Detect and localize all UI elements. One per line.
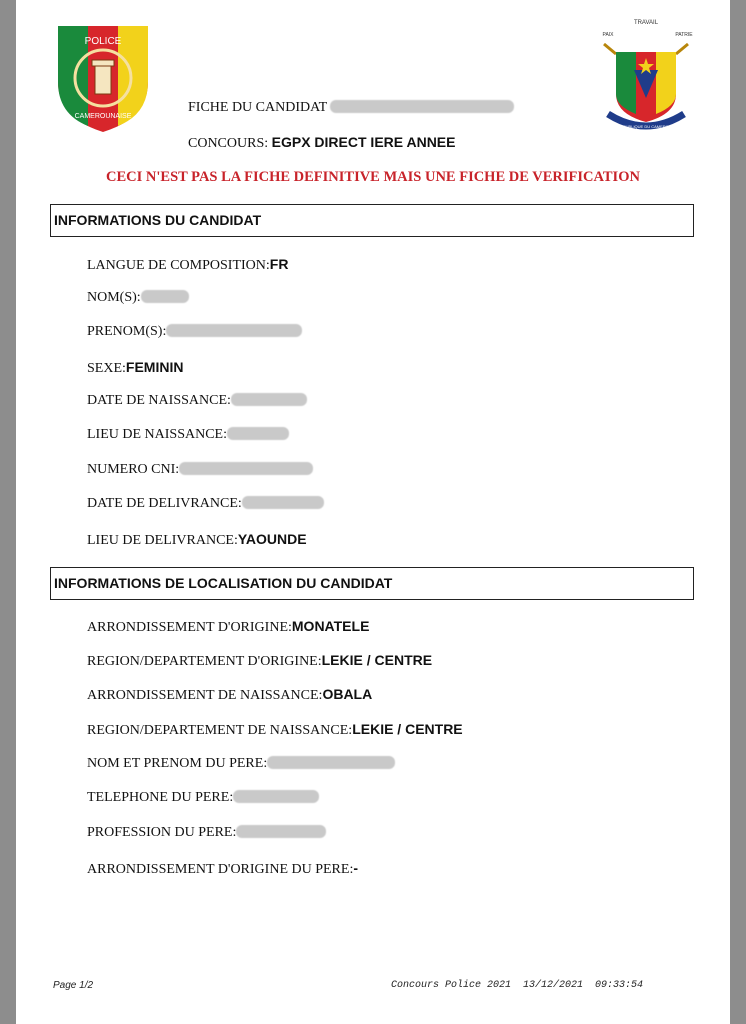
candidate-header-label: FICHE DU CANDIDAT (188, 100, 327, 115)
redacted-pere-tel (233, 790, 319, 803)
section-location-info: INFORMATIONS DE LOCALISATION DU CANDIDAT (50, 567, 694, 600)
redacted-pere-nom (267, 756, 395, 769)
langue-label: LANGUE DE COMPOSITION: (87, 258, 270, 273)
nom-label: NOM(S): (87, 290, 141, 305)
field-cni (87, 462, 313, 478)
field-pere-nom (87, 756, 395, 772)
arr-naissance-label: ARRONDISSEMENT DE NAISSANCE: (87, 688, 323, 703)
field-date-delivrance (87, 496, 324, 512)
sexe-value: FEMININ (125, 359, 184, 375)
lieu-naissance-label: LIEU DE NAISSANCE: (87, 427, 227, 442)
field-region-naissance (87, 721, 463, 739)
pere-arr-value: - (353, 860, 358, 876)
pere-profession-label: PROFESSION DU PERE: (87, 825, 237, 840)
redacted-pere-profession (236, 825, 326, 838)
field-pere-arr (87, 860, 358, 878)
redacted-lieu-naissance (227, 427, 289, 440)
concours-line (188, 134, 456, 152)
redacted-nom (141, 290, 189, 303)
field-prenom (87, 324, 302, 340)
document-page (16, 0, 730, 1024)
footer-concours-timestamp: Concours Police 2021 13/12/2021 09:33:54 (391, 980, 644, 991)
field-sexe (87, 359, 183, 377)
arr-origine-label: ARRONDISSEMENT D'ORIGINE: (87, 620, 292, 635)
redacted-prenom (166, 324, 302, 337)
field-pere-profession (87, 825, 326, 841)
region-origine-value: LEKIE / CENTRE (321, 652, 433, 668)
field-nom (87, 290, 189, 306)
lieu-delivrance-value: YAOUNDE (237, 531, 307, 547)
field-region-origine (87, 652, 432, 670)
pere-arr-label: ARRONDISSEMENT D'ORIGINE DU PERE: (87, 862, 354, 877)
field-arr-naissance (87, 686, 372, 704)
date-delivrance-label: DATE DE DELIVRANCE: (87, 496, 242, 511)
police-logo-text: POLICE (84, 36, 122, 47)
cni-label: NUMERO CNI: (87, 462, 180, 477)
field-date-naissance (87, 393, 307, 409)
field-pere-tel (87, 790, 319, 806)
field-lieu-naissance (87, 427, 289, 443)
pere-tel-label: TELEPHONE DU PERE: (87, 790, 234, 805)
police-logo-bottom-text: CAMEROUNAISE (74, 113, 132, 120)
candidate-header-line (188, 100, 514, 116)
concours-label: CONCOURS: (188, 136, 269, 151)
coat-of-arms-logo (594, 14, 698, 138)
redacted-date-naissance (231, 393, 307, 406)
redacted-date-delivrance (242, 496, 324, 509)
verification-warning: CECI N'EST PAS LA FICHE DEFINITIVE MAIS UNE FICHE DE VERIFICATION (106, 169, 640, 185)
field-lieu-delivrance (87, 531, 307, 549)
date-naissance-label: DATE DE NAISSANCE: (87, 393, 231, 408)
pere-nom-label: NOM ET PRENOM DU PERE: (87, 756, 268, 771)
region-naissance-label: REGION/DEPARTEMENT DE NAISSANCE: (87, 723, 353, 738)
field-langue (87, 256, 288, 274)
redacted-cni (179, 462, 313, 475)
region-naissance-value: LEKIE / CENTRE (352, 721, 463, 737)
sexe-label: SEXE: (87, 361, 126, 376)
arms-left-text: PAIX (602, 32, 614, 38)
arr-naissance-value: OBALA (322, 686, 373, 702)
langue-value: FR (269, 256, 289, 272)
concours-value: EGPX DIRECT IERE ANNEE (271, 134, 456, 150)
police-logo (56, 22, 150, 134)
region-origine-label: REGION/DEPARTEMENT D'ORIGINE: (87, 654, 322, 669)
redacted-candidate-name (330, 100, 514, 113)
arms-top-text: TRAVAIL (633, 20, 659, 26)
arms-banner-text: REPUBLIQUE DU CAMEROUN (617, 124, 675, 129)
prenom-label: PRENOM(S): (87, 324, 167, 339)
field-arr-origine (87, 618, 369, 636)
arr-origine-value: MONATELE (291, 618, 370, 634)
section-candidate-info: INFORMATIONS DU CANDIDAT (50, 204, 694, 237)
arms-right-text: PATRIE (675, 32, 693, 38)
footer-page-number: Page 1/2 (53, 980, 94, 991)
lieu-delivrance-label: LIEU DE DELIVRANCE: (87, 533, 238, 548)
